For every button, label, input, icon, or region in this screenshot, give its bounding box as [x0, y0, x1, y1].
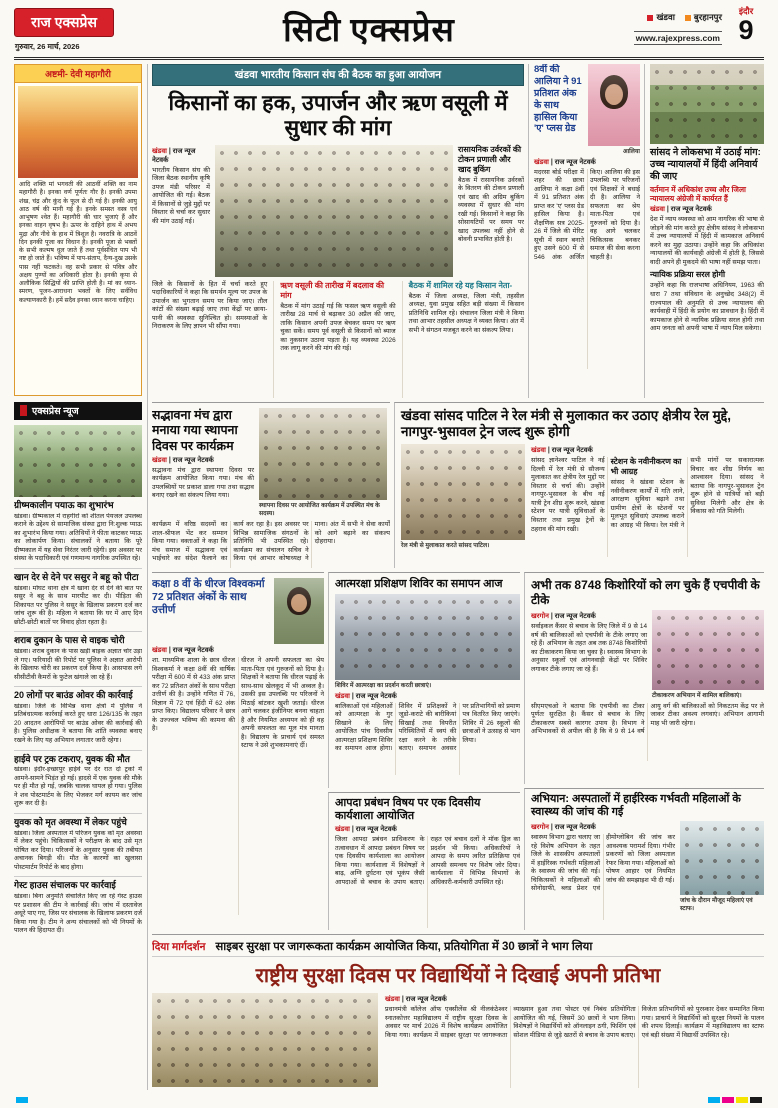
sansad-body-2: उन्होंने कहा कि राजभाषा अधिनियम, 1963 की धारा 7 तथा संविधान के अनुच्छेद 348(2) में राज्यपाल की अनुमति से उच्च न्यायालय की कार्यवाही में हिंदी के प्रयोग का प्रावधान है। हिंदी में कामकाज होने से न्यायिक प्रक्रिया सरल होगी तथा आम जनता को अपनी भाषा में न्याय मिल सकेगा। [650, 282, 764, 333]
byline: खंडवा | राज न्यूज नेटवर्क [335, 826, 397, 834]
article-security-day [152, 934, 764, 1092]
brief-body: खंडवा। मोघट थाना क्षेत्र में खाना देर से देने की बात पर ससुर ने बहू के साथ मारपीट कर दी। पीड़िता की शिकायत पर पुलिस ने ससुर के खिलाफ प्रकरण दर्ज कर जांच शुरू की है। महिला ने बताया कि घर में आए दिन छोटी-छोटी बातों पर विवाद होता रहता है। [14, 584, 142, 626]
sadbhavna-photo [259, 408, 387, 500]
bottom-body-columns [385, 1006, 764, 1088]
dheeraj-body-columns [152, 657, 324, 915]
byline: खंडवा | राज न्यूज नेटवर्क [152, 147, 196, 164]
portrait-face [605, 84, 623, 105]
left-rail [14, 64, 148, 1090]
black-mark-icon [750, 1097, 762, 1103]
brief-headline: युवक को मृत अवस्था में लेकर पहुंचे [14, 816, 127, 827]
rail-body-2: सांसद ने खंडवा स्टेशन के नवीनीकरण कार्यों में गति लाने, आरक्षण सुविधा बढ़ाने तथा ग्रामीण क्षेत्रों के स्टेशनों पर मूलभूत सुविधाएं उपलब्ध कराने का आग्रह भी किया। रेल मंत्री ने सभी मांगों पर सकारात्मक विचार कर शीघ्र निर्णय का आश्वासन दिया। सांसद ने बताया कि नागपुर-भुसावल ट्रेन शुरू होने से यात्रियों को बड़ी सुविधा मिलेगी और क्षेत्र के विकास को गति मिलेगी। [610, 457, 764, 529]
brief-headline: हाईवे पर ट्रक टकराए, युवक की मौत [14, 753, 130, 764]
aaliya-body-columns [534, 169, 640, 369]
article-sadbhavna-manch [152, 402, 390, 568]
dheeraj-body-1: शा. माध्यमिक शाला के छात्र धीरज विश्वकर्मा ने कक्षा 8वीं की वार्षिक परीक्षा में 600 में से 433 अंक प्राप्त कर 72 प्रतिशत अंकों के साथ परीक्षा उत्तीर्ण की है। उन्होंने गणित में 76, विज्ञान में 72 एवं हिंदी में 62 अंक प्राप्त किए। विद्यालय परिवार ने छात्र के उज्ज्वल भविष्य की कामना की है। [152, 657, 235, 733]
aaliya-caption: आलिया [622, 148, 640, 155]
side-body: बैठक में रासायनिक उर्वरकों के वितरण की टोकन प्रणाली एवं खाद की अग्रिम बुकिंग व्यवस्था में सुधार की मांग रखी गई। किसानों ने कहा कि सोसायटियों पर समय पर खाद उपलब्ध नहीं होने से बोवनी प्रभावित होती है। [458, 176, 524, 244]
sadbhavna-body: कार्यक्रम में वरिष्ठ सदस्यों का शाल-श्रीफल भेंट कर सम्मान किया गया। वक्ताओं ने कहा कि मंच समाज में सद्भावना एवं भाईचारे का संदेश फैलाने का कार्य कर रहा है। इस अवसर पर विभिन्न सामाजिक संगठनों के प्रतिनिधि भी उपस्थित रहे। कार्यक्रम का संचालन सचिव ने किया एवं आभार कोषाध्यक्ष ने माना। अंत में सभी ने सेवा कार्यों को आगे बढ़ाने का संकल्प दोहराया। [152, 521, 390, 563]
aapda-body-columns [335, 836, 520, 928]
rail-subhead: स्टेशन के नवीनीकरण का भी आग्रह [610, 457, 682, 477]
article-dheeraj-result [152, 572, 324, 930]
brief-headline: गेस्ट हाउस संचालक पर कार्रवाई [14, 880, 116, 891]
article-sansad-hindi-courts [644, 64, 764, 398]
abhiyan-headline: अभियान: अस्पतालों में हाईरिस्क गर्भवती महिलाओं के स्वास्थ्य की जांच की गई [531, 793, 741, 819]
news-brief [14, 686, 142, 745]
devi-illustration [18, 86, 138, 178]
atmaraksha-body-columns [335, 703, 520, 775]
rail-caption: रेल मंत्री से मुलाकात करते सांसद पाटिल। [401, 542, 490, 550]
pyau-body: खंडवा। ग्रीष्मकाल में राहगीरों को शीतल पेयजल उपलब्ध कराने के उद्देश्य से सामाजिक संस्था द्वारा नि:शुल्क प्याऊ का शुभारंभ किया गया। अतिथियों ने फीता काटकर प्याऊ का लोकार्पण किया। संचालकों ने बताया कि पूरे ग्रीष्मकाल में यह सेवा निरंतर जारी रहेगी। इस अवसर पर संस्था के पदाधिकारी एवं गणमान्य नागरिक उपस्थित रहे। [14, 512, 142, 563]
dheeraj-portrait [274, 578, 324, 644]
dheeraj-body-2: धीरज ने अपनी सफलता का श्रेय माता-पिता एवं गुरुजनों को दिया है। शिक्षकों ने बताया कि धीरज पढ़ाई के साथ-साथ खेलकूद में भी अव्वल है। उसकी इस उपलब्धि पर परिजनों ने मिठाई बांटकर खुशी जताई। धीरज आगे चलकर इंजीनियर बनना चाहता है और नियमित अध्ययन को ही वह अपनी सफलता का मूल मंत्र मानता है। विद्यालय के प्राचार्य एवं समस्त स्टाफ ने उसे शुभकामनाएं दीं। [241, 657, 324, 750]
sansad-body-1: देश में न्याय व्यवस्था को आम नागरिक की भाषा से जोड़ने की मांग करते हुए क्षेत्रीय सांसद ने लोकसभा में उच्च न्यायालयों में हिंदी में कामकाज अनिवार्य करने का मुद्दा उठाया। उन्होंने कहा कि अधिकांश न्यायालयों की कार्यवाही अंग्रेजी में होती है, जिससे वादी अपने ही मुकदमे की भाषा नहीं समझ पाता। [650, 216, 764, 266]
brief-headline: खान देर से देने पर ससुर ने बहू को पीटा [14, 571, 139, 582]
lead-headline: किसानों का हक, उपार्जन और ऋण वसूली में सुधार की मांग [168, 91, 508, 140]
sansad-subhead: न्यायिक प्रक्रिया सरल होगी [650, 270, 726, 280]
page-number-block [728, 6, 764, 44]
sadbhavna-headline: सद्भावना मंच द्वारा मनाया गया स्थापना दिवस पर कार्यक्रम [152, 408, 238, 453]
cyan-mark-icon [708, 1097, 720, 1103]
abhiyan-body: स्वास्थ्य विभाग द्वारा चलाए जा रहे विशेष अभियान के तहत जिले के शासकीय अस्पतालों में हाईरिस्क गर्भवती महिलाओं के स्वास्थ्य की जांच की गई। चिकित्सकों ने महिलाओं की सोनोग्राफी, ब्लड प्रेशर एवं हीमोग्लोबिन की जांच कर आवश्यक परामर्श दिया। गंभीर प्रकरणों को जिला अस्पताल रेफर किया गया। महिलाओं को पोषण आहार एवं नियमित जांच की समझाइश भी दी गई। [531, 834, 675, 893]
event-photo [152, 993, 378, 1087]
atmaraksha-body: बालिकाओं एवं महिलाओं को आत्मरक्षा के गुर सिखाने के लिए आयोजित पांच दिवसीय आत्मरक्षा प्रशिक्षण शिविर का समापन आज होगा। शिविर में प्रशिक्षकों ने जूडो-कराटे की बारीकियां सिखाईं तथा विपरीत परिस्थितियों में स्वयं की रक्षा करने के तरीके बताए। समापन अवसर पर प्रतिभागियों को प्रमाण पत्र वितरित किए जाएंगे। शिविर में 26 स्कूलों की छात्राओं ने उत्साह से भाग लिया। [335, 702, 520, 753]
city-label: इंदौर [738, 6, 754, 16]
checkup-photo [680, 821, 764, 895]
section-header-express-news [14, 402, 142, 420]
brief-body: खंडवा। जिले के विभिन्न थाना क्षेत्रों में पुलिस ने प्रतिबंधात्मक कार्रवाई करते हुए धारा 126/135 के तहत 20 आदतन आरोपियों पर बाउंड ओवर की कार्रवाई की है। पुलिस अधीक्षक ने बताया कि शांति व्यवस्था बनाए रखने के लिए यह अभियान लगातार जारी रहेगा। [14, 702, 142, 744]
aaliya-headline: 8वीं की आलिया ने 91 प्रतिशत अंक के साथ हासिल किया 'ए' प्लस ग्रेड [534, 64, 582, 135]
lead-body-1: जिले के किसानों के हित में चर्चा करते हुए पदाधिकारियों ने कहा कि समर्थन मूल्य पर उपज के उपार्जन का भुगतान समय पर किया जाए। तौल कांटों की संख्या बढ़ाई जाए तथा केंद्रों पर छाया-पानी की व्यवस्था सुनिश्चित हो। समस्याओं के निराकरण के लिए ज्ञापन भी सौंपा गया। [152, 280, 268, 331]
lead-body-columns [152, 281, 524, 398]
byline: खरगोन | राज न्यूज नेटवर्क [531, 613, 596, 621]
hpv-headline: अभी तक 8748 किशोरियों को लग चुके हैं एचपीवी के टीके [531, 578, 760, 607]
brief-headline: 20 लोगों पर बाउंड ओवर की कार्रवाई [14, 690, 133, 701]
byline: खंडवा | राज न्यूज नेटवर्क [152, 456, 214, 464]
brief-body: खंडवा। शराब दुकान के पास खड़ी बाइक अज्ञात चोर उड़ा ले गए। फरियादी की रिपोर्ट पर पुलिस ने अज्ञात आरोपी के खिलाफ चोरी का प्रकरण दर्ज किया है। आसपास लगे सीसीटीवी कैमरों के फुटेज खंगाले जा रहे हैं। [14, 648, 142, 681]
devi-mahagauri-box [14, 64, 142, 396]
subhead-loan-date: ऋण वसूली की तारीख में बदलाव की मांग [280, 280, 385, 300]
raj-express-logo: राज एक्सप्रेस [14, 8, 114, 37]
sansad-headline: सांसद ने लोकसभा में उठाई मांग: उच्च न्यायालयों में हिंदी अनिवार्य की जाए [650, 147, 761, 182]
bottom-headline: राष्ट्रीय सुरक्षा दिवस पर विद्यार्थियों ने दिखाई अपनी प्रतिभा [255, 965, 661, 987]
hpv-body-1: सर्वाइकल कैंसर से बचाव के लिए जिले में 9 से 14 वर्ष की बालिकाओं को एचपीवी के टीके लगाए जा रहे हैं। अभियान के तहत अब तक 8748 किशोरियों का टीकाकरण किया जा चुका है। स्वास्थ्य विभाग के अनुसार स्कूलों एवं आंगनवाड़ी केंद्रों पर शिविर लगाकर टीके लगाए जा रहे हैं। [531, 623, 647, 673]
section-accent-icon [20, 405, 27, 416]
byline: खंडवा | राज न्यूज नेटवर्क [534, 158, 596, 166]
article-rail-demands [394, 402, 764, 568]
brief-headline: शराब दुकान के पास से वाइक चोरी [14, 635, 125, 646]
bottom-label: दिया मार्गदर्शन [152, 941, 206, 953]
edition-burhanpur [685, 12, 722, 23]
article-disaster-workshop [328, 792, 520, 930]
devi-box-header: अष्टमी- देवी महागौरी [15, 65, 141, 83]
masthead-right [634, 12, 722, 45]
lead-body-3: बैठक में जिला अध्यक्ष, जिला मंत्री, तहसील अध्यक्ष, युवा प्रमुख सहित बड़ी संख्या में किसान प्रतिनिधि शामिल रहे। संचालन जिला मंत्री ने किया तथा आभार तहसील अध्यक्ष ने व्यक्त किया। अंत में सभी ने संगठन मजबूत करने का संकल्प लिया। [408, 292, 524, 334]
page-title: सिटी एक्सप्रेस [283, 13, 455, 49]
sadbhavna-caption: स्थापना दिवस पर आयोजित कार्यक्रम में उपस्थित मंच के सदस्य। [259, 502, 380, 517]
yellow-mark-icon [736, 1097, 748, 1103]
magenta-mark-icon [722, 1097, 734, 1103]
lead-intro: भारतीय किसान संघ की जिला बैठक स्थानीय कृषि उपज मंडी परिसर में आयोजित की गई। बैठक में किसानों से जुड़े मुद्दों पर विस्तार से चर्चा कर सुधार की मांग उठाई गई। [152, 166, 210, 225]
news-brief [14, 750, 142, 809]
atmaraksha-caption: शिविर में आत्मरक्षा का प्रदर्शन करती छात्राएं। [335, 682, 432, 690]
lead-side-column [458, 145, 524, 277]
meeting-photo [215, 145, 453, 277]
brief-body: खंडवा। इंदौर-इच्छापुर हाईवे पर देर रात दो ट्रकों में आमने-सामने भिड़ंत हो गई। हादसे में एक युवक की मौके पर ही मौत हो गई, जबकि चालक घायल हो गया। पुलिस ने शव पोस्टमार्टम के लिए भेजकर मर्ग कायम कर जांच शुरू कर दी है। [14, 766, 142, 808]
article-pregnancy-checkup [524, 788, 764, 930]
kicker-bar: खंडवा भारतीय किसान संघ की बैठक का हुआ आयोजन [152, 64, 524, 86]
section-title: एक्सप्रेस न्यूज [32, 406, 79, 417]
article-kisan-sangh [152, 64, 524, 398]
pyau-caption-head: ग्रीष्मकालीन पयाऊ का शुभारंभ [14, 500, 114, 510]
portrait-face [291, 594, 307, 612]
selfdefense-photo [335, 594, 520, 680]
edition-label: बुरहानपुर [693, 12, 722, 22]
hpv-photo [652, 610, 764, 690]
byline: खंडवा | राज न्यूज नेटवर्क [531, 447, 593, 455]
article-aaliya-result [528, 64, 640, 398]
byline: खरगोन | राज न्यूज नेटवर्क [531, 824, 596, 832]
atmaraksha-headline: आत्मरक्षा प्रशिक्षण शिविर का समापन आज [335, 578, 503, 590]
parliament-photo [650, 64, 764, 144]
lead-intro-column [152, 145, 210, 277]
edition-label: खंडवा [656, 12, 675, 22]
rail-body-1: सांसद ज्ञानेश्वर पाटिल ने नई दिल्ली में रेल मंत्री से सौजन्य मुलाकात कर क्षेत्रीय रेल मुद्दों पर विस्तार से चर्चा की। उन्होंने नागपुर-भुसावल के बीच नई यात्री ट्रेन शीघ्र शुरू करने, खंडवा स्टेशन पर यात्री सुविधाओं के विस्तार तथा प्रमुख ट्रेनों के ठहराव की मांग रखी। [531, 457, 605, 533]
byline: खंडवा | राज न्यूज नेटवर्क [385, 996, 447, 1003]
sadbhavna-body-columns [152, 521, 390, 568]
edition-marker-icon [685, 15, 691, 21]
aaliya-body: मदरसा बोर्ड परीक्षा में शहर की छात्रा आलिया ने कक्षा 8वीं में 91 प्रतिशत अंक प्राप्त कर 'ए' प्लस ग्रेड हासिल किया है। शैक्षणिक सत्र 2025-26 में जिले की मेरिट सूची में स्थान बनाते हुए उसने 600 में से 546 अंक अर्जित किए। आलिया की इस उपलब्धि पर परिजनों एवं शिक्षकों ने बधाई दी है। आलिया ने सफलता का श्रेय माता-पिता एवं गुरुजनों को दिया है। वह आगे चलकर चिकित्सक बनकर समाज की सेवा करना चाहती है। [534, 168, 640, 261]
edition-marker-icon [647, 15, 653, 21]
issue-date: गुरुवार, 26 मार्च, 2026 [15, 42, 80, 51]
hpv-body-2: सीएमएचओ ने बताया कि एचपीवी का टीका पूर्णतः सुरक्षित है। कैंसर से बचाव के लिए टीकाकरण सबसे कारगर उपाय है। विभाग ने अभिभावकों से अपील की है कि वे 9 से 14 वर्ष आयु वर्ग की बालिकाओं को निकटतम केंद्र पर ले जाकर टीका अवश्य लगवाएं। अभियान आगामी माह भी जारी रहेगा। [531, 702, 764, 736]
page-number: 9 [738, 15, 754, 45]
byline: खंडवा | राज न्यूज नेटवर्क [152, 647, 214, 654]
aaliya-portrait [588, 64, 640, 146]
sadbhavna-intro: सद्भावना मंच द्वारा स्थापना दिवस पर कार्यक्रम आयोजित किया गया। मंच की उपलब्धियों पर प्रकाश डाला गया तथा सद्भाव बनाए रखने का संकल्प लिया गया। [152, 466, 254, 500]
news-brief [14, 631, 142, 682]
abhiyan-body-columns [531, 834, 675, 920]
rail-headline: खंडवा सांसद पाटिल ने रेल मंत्री से मुलाकात कर उठाए क्षेत्रीय रेल मुद्दे, नागपुर-भुसावल ट्रेन जल्द शुरू होगी [401, 408, 731, 440]
news-brief [14, 568, 142, 627]
masthead-rule [14, 57, 764, 60]
print-registration-marks [708, 1097, 762, 1103]
devi-box-body: आदि शक्ति मां भगवती की आठवीं शक्ति का नाम महागौरी है। इनका वर्ण पूर्णतः गौर है। इनकी उपमा शंख, चंद्र और कुंद के फूल से दी गई है। इनकी आयु आठ वर्ष की मानी गई है। इनके समस्त वस्त्र एवं आभूषण श्वेत हैं। महागौरी की चार भुजाएं हैं और इनका वाहन वृषभ है। ऊपर के दाहिने हाथ में अभय मुद्रा और नीचे के हाथ में त्रिशूल है। नवरात्रि के आठवें दिन इनकी पूजा का विधान है। इनकी पूजा से भक्तों के सभी कल्मष धुल जाते हैं तथा पूर्वसंचित पाप भी नष्ट हो जाते हैं। भविष्य में पाप-संताप, दैन्य-दुख उसके पास नहीं फटकते। वह सभी प्रकार से पवित्र और अक्षय पुण्यों का अधिकारी होता है। इनकी कृपा से अलौकिक सिद्धियों की प्राप्ति होती है। मां का ध्यान-स्मरण, पूजन-आराधना भक्तों के लिए सर्वविध कल्याणकारी है। हमें सदैव इनका ध्यान करना चाहिए। [19, 181, 137, 304]
masthead [14, 6, 764, 54]
edition-khandwa [647, 12, 674, 23]
brief-body: खंडवा। बिना अनुमति संचालित किए जा रहे गेस्ट हाउस पर प्रशासन की टीम ने कार्रवाई की। जांच में दस्तावेज अधूरे पाए गए, जिस पर संचालक के खिलाफ प्रकरण दर्ज किया गया है। टीम ने अन्य संचालकों को भी नियमों के पालन की हिदायत दी। [14, 893, 142, 935]
bottom-deck: साइबर सुरक्षा पर जागरूकता कार्यक्रम आयोजित किया, प्रतियोगिता में 30 छात्रों ने भाग लिया [215, 941, 593, 953]
lead-body-2: बैठक में मांग उठाई गई कि फसल ऋण वसूली की तारीख 28 मार्च से बढ़ाकर 30 अप्रैल की जाए, ताकि किसान अपनी उपज बेचकर समय पर ऋण चुका सकें। समय पूर्व वसूली से किसानों को ब्याज का नुकसान उठाना पड़ता है। यह व्यवस्था 2026 तक लागू करने की मांग की गई। [280, 302, 396, 353]
aapda-headline: आपदा प्रबंधन विषय पर एक दिवसीय कार्यशाला आयोजित [335, 797, 481, 823]
byline: खंडवा | राज न्यूज नेटवर्क [335, 692, 397, 700]
hpv-body-columns [531, 703, 764, 761]
byline: खंडवा | राज न्यूज नेटवर्क [650, 206, 712, 214]
hpv-caption: टीकाकरण अभियान में शामिल बालिकाएं। [652, 692, 742, 700]
dheeraj-headline: कक्षा 8 वीं के धीरज विश्वकर्मा 72 प्रतिशत अंकों के साथ उत्तीर्ण [152, 578, 265, 617]
article-hpv-vaccination [524, 572, 764, 784]
cyan-mark-icon [16, 1097, 28, 1103]
website-url: www.rajexpress.com [635, 33, 720, 43]
subhead-leaders: बैठक में शामिल रहे यह किसान नेता- [408, 280, 513, 290]
brief-body: खंडवा। जिला अस्पताल में परिजन युवक को मृत अवस्था में लेकर पहुंचे। चिकित्सकों ने परीक्षण के बाद उसे मृत घोषित कर दिया। परिजनों के अनुसार युवक की तबीयत अचानक बिगड़ी थी। मौत के कारणों का खुलासा पोस्टमार्टम रिपोर्ट के बाद होगा। [14, 829, 142, 871]
news-brief [14, 876, 142, 935]
rail-meeting-photo [401, 444, 525, 540]
side-subhead: रासायनिक उर्वरकों की टोकन प्रणाली और खाद बुकिंग [458, 144, 522, 174]
pyau-photo [14, 425, 142, 497]
article-self-defense-camp [328, 572, 520, 788]
abhiyan-caption: जांच के दौरान मौजूद महिलाएं एवं स्टाफ। [680, 897, 753, 912]
rail-body-columns [531, 457, 764, 557]
aapda-body: जिला आपदा प्रबंधन प्राधिकरण के तत्वावधान में आपदा प्रबंधन विषय पर एक दिवसीय कार्यशाला का आयोजन किया गया। कार्यशाला में विशेषज्ञों ने बाढ़, अग्नि दुर्घटना एवं भूकंप जैसी आपदाओं से बचाव के उपाय बताए। राहत एवं बचाव दलों ने मॉक ड्रिल का प्रदर्शन भी किया। अधिकारियों ने आपदा के समय त्वरित प्रतिक्रिया एवं आपसी समन्वय पर विशेष जोर दिया। कार्यशाला में विभिन्न विभागों के अधिकारी-कर्मचारी उपस्थित रहे। [335, 836, 520, 886]
sansad-deck: वर्तमान में अधिकांश उच्च और जिला न्यायालय अंग्रेजी में कार्यरत हैं [650, 184, 747, 203]
bottom-body: प्रधानमंत्री कॉलेज ऑफ एक्सीलेंस श्री नीलकंठेश्वर स्नातकोत्तर महाविद्यालय में राष्ट्रीय सुरक्षा दिवस के अवसर पर मार्च 2026 में विशेष कार्यक्रम आयोजित किया गया। कार्यक्रम में साइबर सुरक्षा पर जागरूकता व्याख्यान हुआ तथा पोस्टर एवं निबंध प्रतियोगिता आयोजित की गई, जिसमें 30 छात्रों ने भाग लिया। विशेषज्ञों ने विद्यार्थियों को ऑनलाइन ठगी, फिशिंग एवं सोशल मीडिया से जुड़े खतरों से बचाव के उपाय बताए। विजेता प्रतिभागियों को पुरस्कार देकर सम्मानित किया गया। प्राचार्य ने विद्यार्थियों को सुरक्षा नियमों के पालन की शपथ दिलाई। कार्यक्रम में महाविद्यालय का स्टाफ एवं बड़ी संख्या में विद्यार्थी उपस्थित रहे। [385, 1006, 764, 1039]
news-brief [14, 813, 142, 872]
